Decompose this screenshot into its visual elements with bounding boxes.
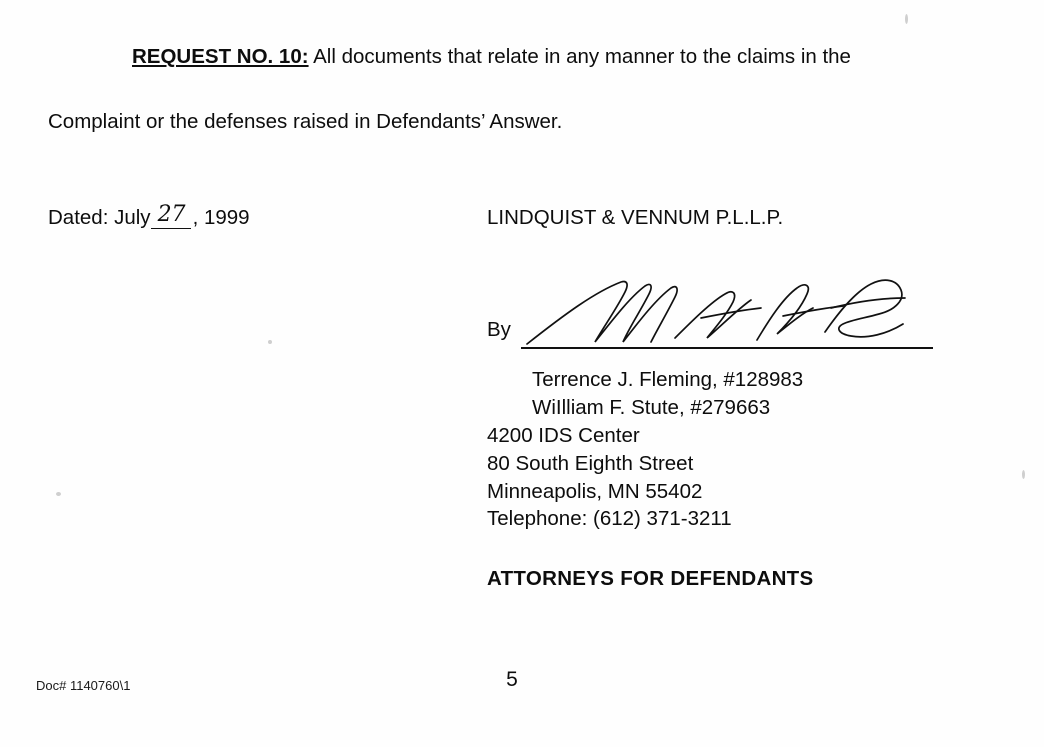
attorney-details-block xyxy=(487,366,803,533)
handwritten-day-text: 27 xyxy=(157,202,186,227)
scan-speckle xyxy=(1022,470,1025,479)
scan-speckle xyxy=(56,492,61,496)
scan-speckle xyxy=(905,14,908,24)
page-number xyxy=(0,668,1044,692)
address-line-3: Minneapolis, MN 55402 xyxy=(487,479,703,503)
document-number: Doc# 1140760\1 xyxy=(36,678,131,693)
telephone-line: Telephone: (612) 371-3211 xyxy=(487,507,732,531)
by-label: By xyxy=(487,318,511,341)
address-line-1: 4200 IDS Center xyxy=(487,423,640,447)
request-line-one xyxy=(48,45,998,70)
request-label: REQUEST NO. 10: xyxy=(132,45,309,68)
address-line-2: 80 South Eighth Street xyxy=(487,451,694,475)
date-blank-underline xyxy=(151,228,191,230)
dated-suffix: , 1999 xyxy=(192,206,250,229)
attorney-name-1: Terrence J. Fleming, #128983 xyxy=(532,368,804,391)
signature-area xyxy=(487,278,942,358)
attorneys-for-defendants: ATTORNEYS FOR DEFENDANTS xyxy=(487,567,814,590)
handwritten-signature-icon xyxy=(525,272,925,350)
page-number-text: 5 xyxy=(506,668,518,691)
attorney-name-2: WiIlliam F. Stute, #279663 xyxy=(532,395,771,419)
request-text-first-line: All documents that relate in any manner to the claims in the xyxy=(308,45,851,68)
request-paragraph xyxy=(48,45,998,134)
firm-name: LINDQUIST & VENNUM P.L.L.P. xyxy=(487,206,784,229)
firm-name-block xyxy=(487,208,783,229)
handwritten-day xyxy=(151,202,193,227)
scan-speckle xyxy=(268,340,272,344)
dated-line xyxy=(48,202,250,230)
dated-prefix: Dated: July xyxy=(48,206,151,229)
request-text-second-line: Complaint or the defenses raised in Defendants’ Answer. xyxy=(48,109,563,133)
